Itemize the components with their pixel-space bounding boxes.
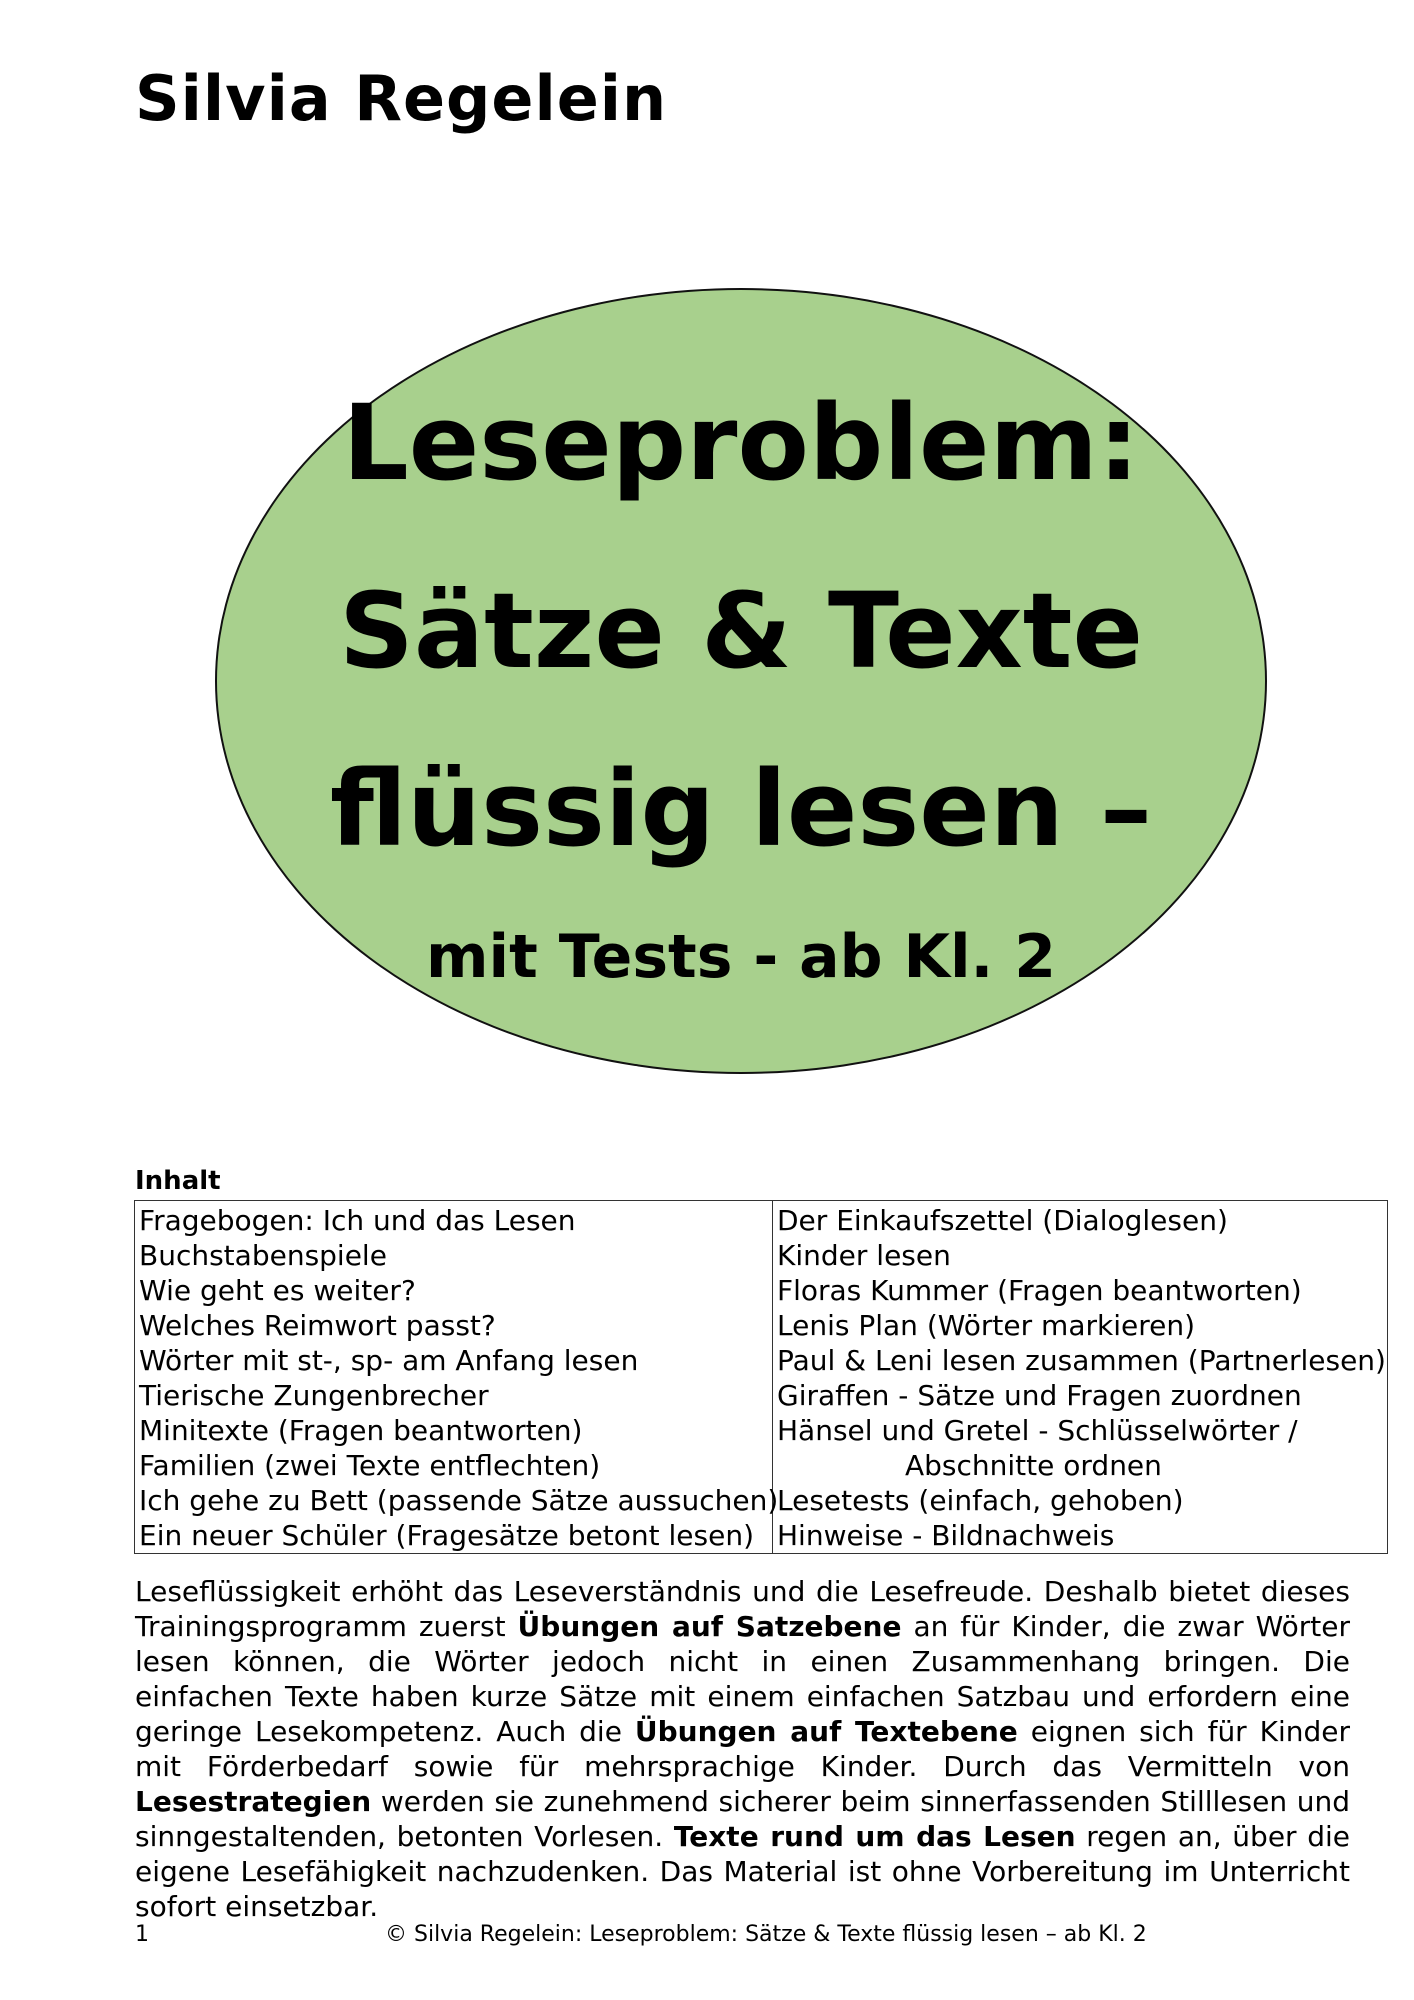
title-line-2: Sätze & Texte xyxy=(339,570,1143,692)
intro-paragraph xyxy=(135,1574,1350,1924)
toc-item: Kinder lesen xyxy=(777,1239,951,1272)
page-number: 1 xyxy=(135,1922,149,1947)
toc-item: Minitexte (Fragen beantworten) xyxy=(139,1414,583,1447)
toc-item: Wie geht es weiter? xyxy=(139,1274,416,1307)
intro-text: Leseflüssigkeit erhöht das Leseverständnis und die Lesefreude. Deshalb bietet dieses Trainingsprogramm zuerst xyxy=(135,1575,1350,1643)
toc-item: Giraffen - Sätze und Fragen zuordnen xyxy=(777,1379,1302,1412)
intro-text: werden sie zunehmend sicherer beim sinnerfassenden Stilllesen und sinngestaltenden, betonten Vorlesen. xyxy=(135,1785,1350,1853)
toc-item: Familien (zwei Texte entflechten) xyxy=(139,1449,601,1482)
toc-item: Welches Reimwort passt? xyxy=(139,1309,496,1342)
toc-item: Lesetests (einfach, gehoben) xyxy=(777,1484,1184,1517)
toc-item: Fragebogen: Ich und das Lesen xyxy=(139,1204,576,1237)
toc-heading: Inhalt xyxy=(135,1166,221,1196)
toc-item: Floras Kummer (Fragen beantworten) xyxy=(777,1274,1302,1307)
toc-item: Der Einkaufszettel (Dialoglesen) xyxy=(777,1204,1228,1237)
toc-item: Buchstabenspiele xyxy=(139,1239,387,1272)
copyright-notice: © Silvia Regelein: Leseproblem: Sätze & Texte flüssig lesen – ab Kl. 2 xyxy=(385,1922,1147,1947)
toc-item: Paul & Leni lesen zusammen (Partnerlesen) xyxy=(777,1344,1386,1377)
toc-item-continuation: Abschnitte ordnen xyxy=(905,1449,1162,1482)
title-line-3: flüssig lesen – xyxy=(329,748,1153,870)
intro-bold: Übungen auf Satzebene xyxy=(517,1610,902,1643)
toc-item: Hinweise - Bildnachweis xyxy=(777,1519,1115,1552)
intro-bold: Lesestrategien xyxy=(135,1785,372,1818)
intro-text: an für Kinder, die zwar Wörter lesen können, die Wörter jedoch nicht in einen Zusammenhang bringen. Die einfachen Texte haben kurze Sätze mit einem einfachen Satzbau und erfordern eine geringe Lesekompetenz. Auch die xyxy=(135,1610,1351,1748)
title-line-4: mit Tests - ab Kl. 2 xyxy=(426,922,1056,992)
toc-left-column xyxy=(135,1201,779,1553)
author-name: Silvia Regelein xyxy=(135,62,668,135)
toc-right-column xyxy=(773,1201,1390,1553)
intro-bold: Übungen auf Textebene xyxy=(634,1715,1018,1748)
intro-text: regen an, über die eigene Lesefähigkeit nachzudenken. Das Material ist ohne Vorbereitung im Unterricht sofort einsetzbar. xyxy=(135,1820,1351,1923)
toc-item: Wörter mit st-, sp- am Anfang lesen xyxy=(139,1344,639,1377)
toc-item: Ein neuer Schüler (Fragesätze betont lesen) xyxy=(139,1519,754,1552)
toc-item: Hänsel und Gretel - Schlüsselwörter / xyxy=(777,1414,1298,1447)
toc-item: Ich gehe zu Bett (passende Sätze aussuchen) xyxy=(139,1484,779,1517)
toc-item: Lenis Plan (Wörter markieren) xyxy=(777,1309,1196,1342)
intro-text: eignen sich für Kinder mit Förderbedarf sowie für mehrsprachige Kinder. Durch das Vermitteln von xyxy=(135,1715,1351,1783)
title-line-1: Leseproblem: xyxy=(342,382,1140,504)
toc-table xyxy=(134,1200,1388,1554)
intro-bold: Texte rund um das Lesen xyxy=(673,1820,1076,1853)
toc-item: Tierische Zungenbrecher xyxy=(139,1379,489,1412)
